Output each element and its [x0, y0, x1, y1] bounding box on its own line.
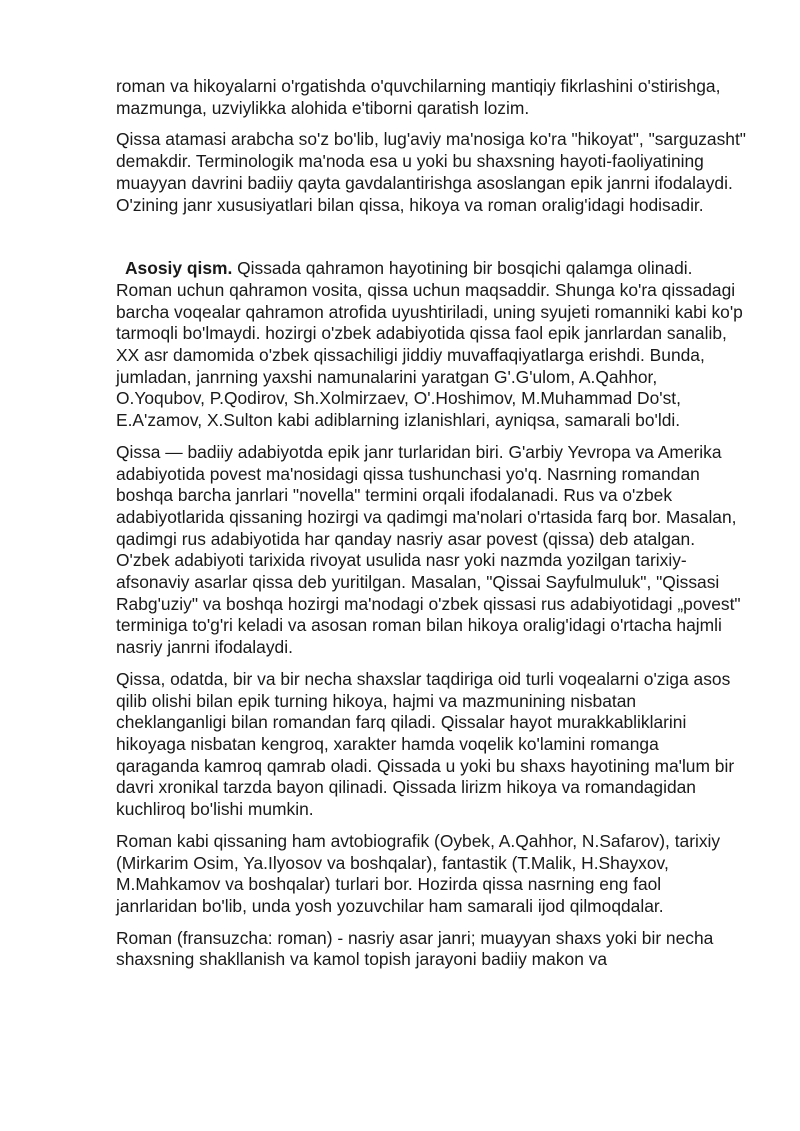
paragraph-3 — [116, 258, 746, 432]
paragraph-2: Qissa atamasi arabcha so'z bo'lib, lug'aviy ma'nosiga ko'ra "hikoyat", "sarguzasht" demakdir. Terminologik ma'noda esa u yoki bu shaxsning hayoti-faoliyatining muayyan davrini badiiy qayta gavdalantirishga asoslangan epik janrni ifodalaydi. O'zining janr xususiyatlari bilan qissa, hikoya va roman oralig'idagi hodisadir. — [116, 129, 746, 215]
paragraph-7: Roman (fransuzcha: roman) - nasriy asar janri; muayyan shaxs yoki bir necha shaxsning shakllanish va kamol topish jarayoni badiiy makon va — [116, 927, 714, 970]
section-heading: Asosiy qism. — [125, 258, 233, 279]
document-page — [116, 76, 746, 981]
paragraph-5: Qissa, odatda, bir va bir necha shaxslar taqdiriga oid turli voqealarni o'ziga asos qilib olishi bilan epik turning hikoya, hajmi va mazmunining nisbatan cheklanganligi bilan romandan farq qiladi. Qissalar hayot murakkabliklarini hikoyaga nisbatan kengroq, xarakter hamda voqelik ko'lamini romanga qaraganda kamroq qamrab oladi. Qissada u yoki bu shaxs hayotining ma'lum bir davri xronikal tarzda bayon qilinadi. Qissada lirizm hikoya va romandagidan kuchliroq bo'lishi mumkin. — [116, 668, 735, 820]
paragraph-gap — [116, 226, 746, 258]
paragraph-4: Qissa — badiiy adabiyotda epik janr turlaridan biri. G'arbiy Yevropa va Amerika adabiyotida povest ma'nosidagi qissa tushunchasi yo'q. Nasrning romandan boshqa barcha janrlari "novella" termini orqali ifodalanadi. Rus va o'zbek adabiyotlarida qissaning hozirgi va qadimgi ma'nolari o'rtasida farq bor. Masalan, qadimgi rus adabiyotida har qanday nasriy asar povest (qissa) deb atalgan. O'zbek adabiyoti tarixida rivoyat usulida nasr yoki nazmda yozilgan tarixiy-afsonaviy asarlar qissa deb yuritilgan. Masalan, "Qissai Sayfulmuluk", "Qissasi Rabg'uziy" va boshqa hozirgi ma'nodagi o'zbek qissasi rus adabiyotidagi „povest" terminiga to'g'ri keladi va asosan roman bilan hikoya oralig'idagi o'rtacha hajmli nasriy janrni ifodalaydi. — [116, 441, 741, 658]
paragraph-3-body: Qissada qahramon hayotining bir bosqichi qalamga olinadi. Roman uchun qahramon vosita, qissa uchun maqsaddir. Shunga ko'ra qissadagi barcha voqealar qahramon atrofida uyushtiriladi, uning syujeti romanniki kabi ko'p tarmoqli bo'lmaydi. hozirgi o'zbek adabiyotida qissa faol epik janrlardan sanalib, XX asr damomida o'zbek qissachiligi jiddiy muvaffaqiyatlarga erishdi. Bunda, jumladan, janrning yaxshi namunalarini yaratgan G'.G'ulom, A.Qahhor, O.Yoqubov, P.Qodirov, Sh.Xolmirzaev, O'.Hoshimov, M.Muhammad Do'st, E.A'zamov, X.Sulton kabi adiblarning izlanishlari, ayniqsa, samarali bo'ldi. — [116, 258, 743, 431]
paragraph-1: roman va hikoyalarni o'rgatishda o'quvchilarning mantiqiy fikrlashini o'stirishga, mazmunga, uzviylikka alohida e'tiborni qaratish lozim. — [116, 76, 721, 118]
paragraph-6: Roman kabi qissaning ham avtobiografik (Oybek, A.Qahhor, N.Safarov), tarixiy (Mirkarim Osim, Ya.Ilyosov va boshqalar), fantastik (T.Malik, H.Shayxov, M.Mahkamov va boshqalar) turlari bor. Hozirda qissa nasrning eng faol janrlaridan bo'lib, unda yosh yozuvchilar ham samarali ijod qilmoqdalar. — [116, 830, 721, 916]
